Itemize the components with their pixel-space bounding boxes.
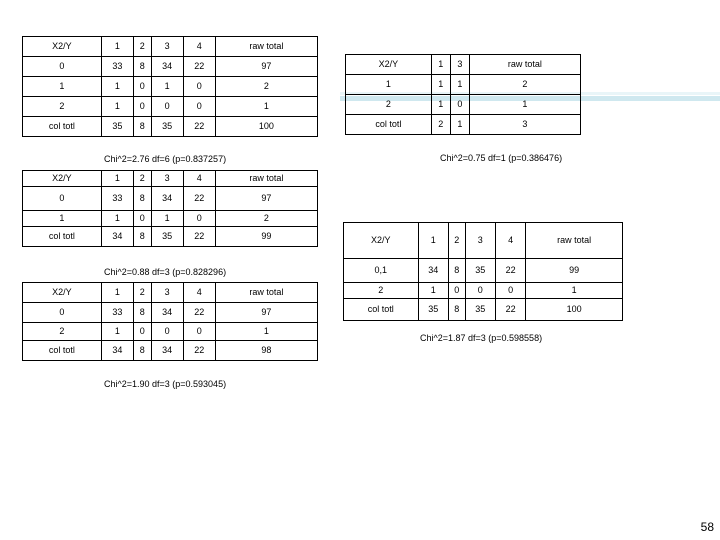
table-cell: 0 [23, 57, 102, 77]
table-cell: 1 [418, 283, 448, 299]
table-row [23, 323, 318, 341]
table-cell: 0 [151, 97, 183, 117]
table-cell: 1 [450, 75, 469, 95]
table-cell: 1 [346, 75, 432, 95]
table-cell: 1 [450, 115, 469, 135]
table-cell: 100 [215, 117, 317, 137]
table-cell: raw total [526, 223, 623, 259]
table-cell: 33 [101, 303, 133, 323]
table-cell: 2 [469, 75, 580, 95]
table-row [23, 211, 318, 227]
table-total-row [23, 227, 318, 247]
table-cell: 35 [151, 227, 183, 247]
table-cell: 97 [215, 57, 317, 77]
table-cell: 2 [23, 97, 102, 117]
table-row [23, 187, 318, 211]
table-cell: 35 [101, 117, 133, 137]
table-cell: 22 [183, 341, 215, 361]
table-header-row [23, 171, 318, 187]
table-cell: 2 [215, 211, 317, 227]
table-row [23, 303, 318, 323]
table-cell: 8 [133, 57, 151, 77]
table-cell: 8 [133, 117, 151, 137]
table-cell: 35 [465, 259, 495, 283]
table-row [344, 259, 623, 283]
table-cell: 0 [465, 283, 495, 299]
table-row [23, 57, 318, 77]
table-cell: 35 [151, 117, 183, 137]
table-cell: 3 [465, 223, 495, 259]
table-cell: X2/Y [346, 55, 432, 75]
table-cell: 0 [183, 97, 215, 117]
table-cell: X2/Y [23, 37, 102, 57]
table-cell: 1 [101, 283, 133, 303]
table-cell: 8 [133, 341, 151, 361]
table-cell: 0 [23, 187, 102, 211]
table-cell: 4 [183, 283, 215, 303]
table-row [23, 77, 318, 97]
table-cell: 33 [101, 187, 133, 211]
table-cell: 0 [133, 97, 151, 117]
table-total-row [344, 299, 623, 321]
chi-square-result-3: Chi^2=1.90 df=3 (p=0.593045) [104, 379, 227, 389]
table-cell: 8 [133, 227, 151, 247]
table-cell: 1 [101, 37, 133, 57]
table-cell: 1 [23, 77, 102, 97]
table-cell: 34 [151, 341, 183, 361]
table-cell: 1 [101, 323, 133, 341]
table-header-row [344, 223, 623, 259]
table-cell: 34 [101, 341, 133, 361]
table-cell: 1 [23, 211, 102, 227]
table-cell: 1 [215, 323, 317, 341]
table-cell: 34 [151, 57, 183, 77]
table-cell: 3 [151, 37, 183, 57]
table-cell: 2 [23, 323, 102, 341]
contingency-table-5 [343, 222, 623, 321]
table-cell: 0 [151, 323, 183, 341]
table-cell: raw total [469, 55, 580, 75]
table-row [346, 75, 581, 95]
table-cell: 2 [133, 171, 151, 187]
table-cell: 2 [344, 283, 419, 299]
table-cell: 0 [183, 77, 215, 97]
table-cell: 3 [469, 115, 580, 135]
table-cell: 0 [448, 283, 465, 299]
table-cell: 1 [418, 223, 448, 259]
table-cell: 4 [183, 171, 215, 187]
page-number: 58 [700, 520, 714, 534]
contingency-table-1 [22, 36, 318, 137]
table-cell: 0,1 [344, 259, 419, 283]
table-cell: 1 [431, 55, 450, 75]
table-cell: 1 [431, 75, 450, 95]
table-cell: 97 [215, 187, 317, 211]
table-cell: col totl [344, 299, 419, 321]
table-cell: 8 [133, 187, 151, 211]
table-cell: 0 [133, 323, 151, 341]
table-cell: 0 [495, 283, 525, 299]
table-cell: X2/Y [23, 283, 102, 303]
table-cell: 22 [495, 259, 525, 283]
chi-square-result-2: Chi^2=0.88 df=3 (p=0.828296) [104, 267, 227, 277]
table-cell: 4 [495, 223, 525, 259]
table-cell: 3 [450, 55, 469, 75]
table-cell: 1 [469, 95, 580, 115]
table-cell: 3 [151, 171, 183, 187]
table-cell: 0 [450, 95, 469, 115]
table-cell: 22 [183, 227, 215, 247]
table-cell: 8 [448, 299, 465, 321]
table-row [344, 283, 623, 299]
table-cell: 2 [448, 223, 465, 259]
contingency-table-4 [345, 54, 581, 135]
table-cell: 99 [215, 227, 317, 247]
table-cell: col totl [23, 227, 102, 247]
table-cell: 33 [101, 57, 133, 77]
table-cell: 22 [183, 57, 215, 77]
table-header-row [23, 283, 318, 303]
table-cell: 1 [215, 97, 317, 117]
table-cell: 22 [183, 303, 215, 323]
table-cell: 1 [101, 77, 133, 97]
table-cell: 8 [133, 303, 151, 323]
table-cell: 22 [495, 299, 525, 321]
table-header-row [23, 37, 318, 57]
contingency-table-3 [22, 282, 318, 361]
table-cell: raw total [215, 37, 317, 57]
table-total-row [23, 341, 318, 361]
table-cell: 97 [215, 303, 317, 323]
table-cell: 1 [151, 211, 183, 227]
table-cell: 100 [526, 299, 623, 321]
table-cell: col totl [346, 115, 432, 135]
table-cell: 1 [101, 97, 133, 117]
table-cell: X2/Y [344, 223, 419, 259]
table-cell: 1 [101, 171, 133, 187]
table-cell: 2 [133, 283, 151, 303]
table-cell: 34 [418, 259, 448, 283]
table-row [346, 95, 581, 115]
table-cell: 22 [183, 187, 215, 211]
table-cell: 98 [215, 341, 317, 361]
table-cell: X2/Y [23, 171, 102, 187]
table-cell: 0 [133, 77, 151, 97]
table-cell: 0 [23, 303, 102, 323]
table-row [23, 97, 318, 117]
table-cell: 99 [526, 259, 623, 283]
table-header-row [346, 55, 581, 75]
table-cell: 2 [431, 115, 450, 135]
chi-square-result-1: Chi^2=2.76 df=6 (p=0.837257) [104, 154, 227, 164]
table-cell: 1 [526, 283, 623, 299]
table-cell: 0 [183, 323, 215, 341]
table-cell: 34 [101, 227, 133, 247]
table-cell: 4 [183, 37, 215, 57]
table-cell: col totl [23, 341, 102, 361]
table-cell: 1 [101, 211, 133, 227]
table-cell: 2 [133, 37, 151, 57]
table-cell: raw total [215, 171, 317, 187]
table-cell: 1 [151, 77, 183, 97]
table-cell: 2 [346, 95, 432, 115]
contingency-table-2 [22, 170, 318, 247]
table-total-row [23, 117, 318, 137]
chi-square-result-5: Chi^2=1.87 df=3 (p=0.598558) [420, 333, 543, 343]
table-cell: 1 [431, 95, 450, 115]
table-cell: 0 [183, 211, 215, 227]
table-cell: 0 [133, 211, 151, 227]
table-cell: 34 [151, 187, 183, 211]
table-cell: raw total [215, 283, 317, 303]
table-cell: 8 [448, 259, 465, 283]
table-cell: 3 [151, 283, 183, 303]
table-cell: 35 [465, 299, 495, 321]
table-cell: 34 [151, 303, 183, 323]
table-cell: col totl [23, 117, 102, 137]
table-cell: 22 [183, 117, 215, 137]
table-cell: 2 [215, 77, 317, 97]
chi-square-result-4: Chi^2=0.75 df=1 (p=0.386476) [440, 153, 563, 163]
table-cell: 35 [418, 299, 448, 321]
table-total-row [346, 115, 581, 135]
